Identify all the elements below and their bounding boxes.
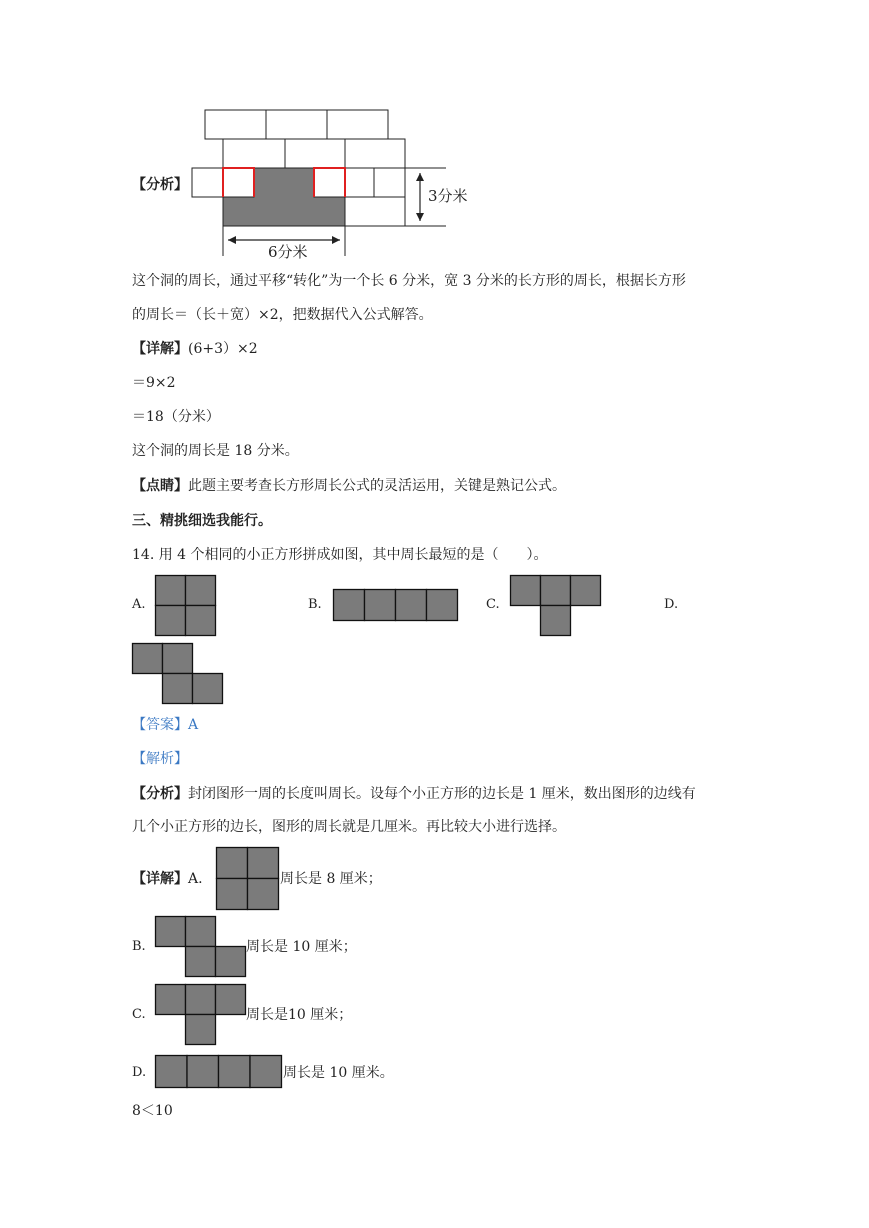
detail-b-letter: B. [132,939,146,954]
analysis-line-2: 的周长＝（长＋宽）×2，把数据代入公式解答。 [132,307,433,323]
detail-d-text: 周长是 10 厘米。 [283,1065,394,1081]
option-c-letter: C. [486,597,500,612]
detail-step-1: ＝9×2 [132,375,176,391]
comment-text: 此题主要考查长方形周长公式的灵活运用，关键是熟记公式。 [188,478,566,494]
brick-wall-figure [0,0,869,270]
detail-d-letter: D. [132,1065,147,1080]
detail-step-2: ＝18（分米） [132,409,220,425]
hole-shape [223,168,345,226]
height-label: 3分米 [428,187,468,205]
option-d-figure [132,643,224,705]
detail-c-letter: C. [132,1007,146,1022]
detail-a-letter: A. [188,871,203,887]
detail-d-figure [155,1055,283,1089]
compare-line: 8＜10 [132,1103,173,1119]
option-b-letter: B. [308,597,322,612]
option-a-figure [155,575,217,637]
red-edge-left [223,168,254,197]
detail-expression: (6+3）×2 [188,341,258,357]
analysis-q-line-1 [132,785,696,803]
answer-line: 【答案】A [132,717,199,733]
analysis-q-text-1: 封闭图形一周的长度叫周长。设每个小正方形的边长是 1 厘米，数出图形的边线有 [188,786,696,802]
detail-c-text: 周长是10 厘米； [246,1007,353,1023]
width-label: 6分米 [268,243,308,261]
red-edge-right [314,168,345,197]
analysis-line-1: 这个洞的周长，通过平移“转化”为一个长 6 分米，宽 3 分米的长方形的周长，根据长方形 [132,273,686,289]
detail-q-label: 【详解】 [132,871,188,887]
section-title: 三、精挑细选我能行。 [132,513,272,529]
option-c-figure [510,575,602,637]
detail-c-figure [155,984,247,1046]
detail-a-line [132,870,203,888]
option-a-letter: A. [132,597,146,612]
detail-a-figure [216,847,279,910]
explanation-label: 【解析】 [132,751,188,767]
option-d-letter: D. [664,597,679,612]
option-b-figure [333,589,460,622]
detail-a-text: 周长是 8 厘米； [280,871,382,887]
analysis-q-label: 【分析】 [132,786,188,802]
detail-b-figure [155,916,247,978]
analysis-q-line-2: 几个小正方形的边长，图形的周长就是几厘米。再比较大小进行选择。 [132,819,566,835]
analysis-label: 【分析】 [132,177,188,193]
question-text: 14. 用 4 个相同的小正方形拼成如图，其中周长最短的是（ ）。 [132,547,548,563]
comment-label: 【点睛】 [132,478,188,494]
detail-b-text: 周长是 10 厘米； [246,939,357,955]
detail-conclusion: 这个洞的周长是 18 分米。 [132,443,299,459]
comment-line [132,477,566,495]
detail-label: 【详解】 [132,341,188,357]
detail-line [132,340,258,358]
